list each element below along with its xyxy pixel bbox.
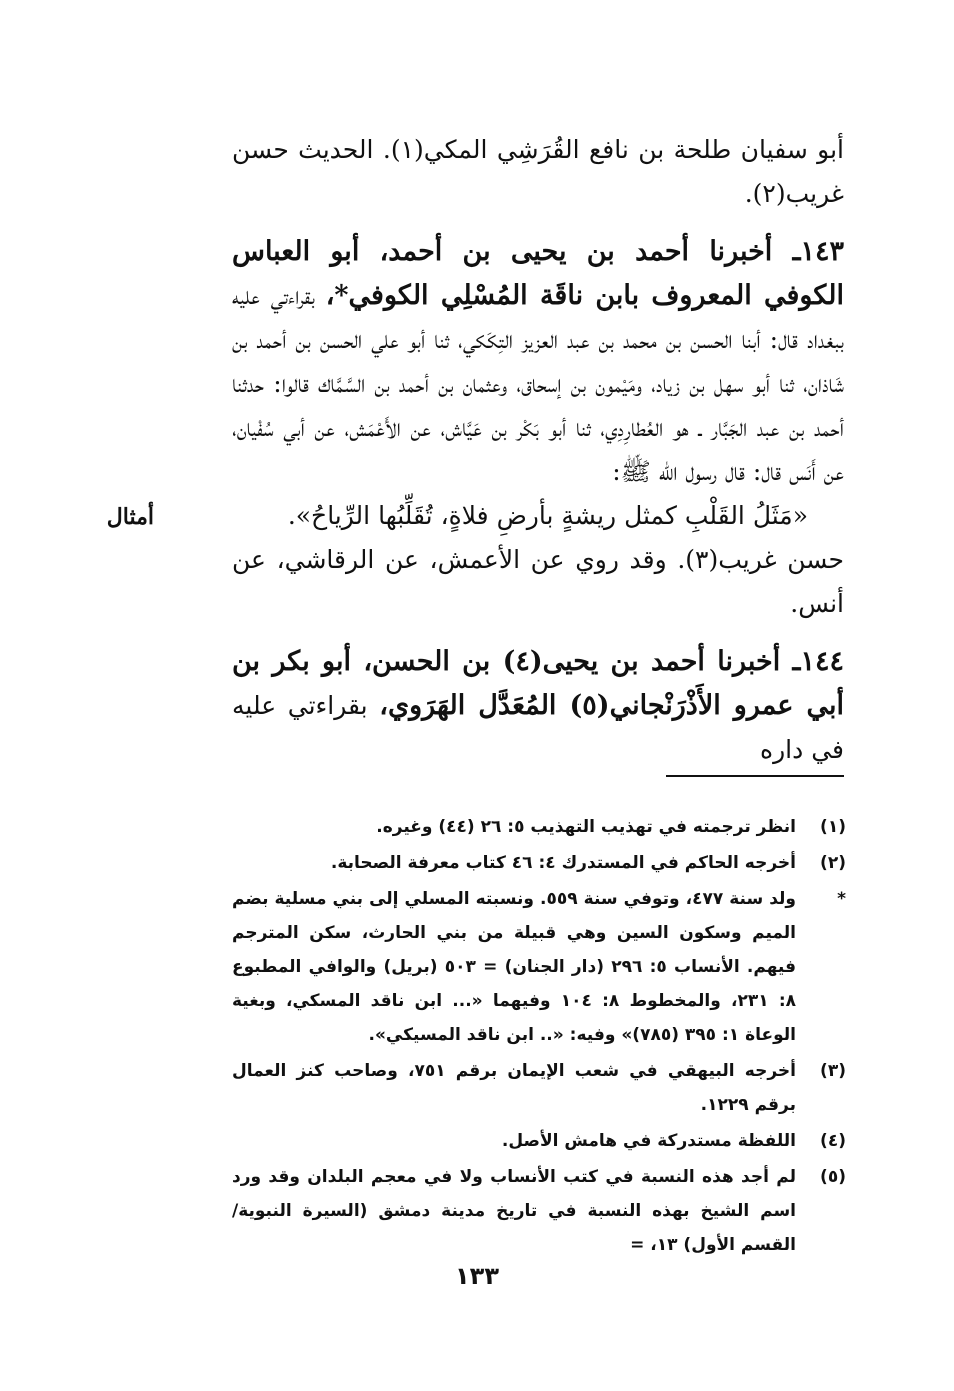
footnote-divider	[666, 775, 844, 777]
footnote-text: أخرجه البيهقي في شعب الإيمان برقم ٧٥١، وصاحب كنز العمال برقم ١٢٢٩.	[232, 1061, 796, 1115]
footnote-text: لم أجد هذه النسبة في كتب الأنساب ولا في معجم البلدان وقد ورد اسم الشيخ بهذه النسبة في تاريخ مدينة دمشق (السيرة النبوية/ القسم الأول) ١٣، =	[232, 1167, 796, 1255]
footnote-number: (٢)	[820, 853, 846, 873]
isnad-text-144: بقراءتي عليه في داره	[232, 691, 844, 764]
paragraph-hadith-143	[232, 230, 844, 494]
footnote-item	[232, 1124, 852, 1158]
page-number: ١٣٣	[455, 1262, 499, 1290]
footnote-item	[232, 810, 852, 844]
grading-note: حسن غريب(٣). وقد روي عن الأعمش، عن الرقاشي، عن أنس.	[232, 545, 844, 618]
footnote-item	[232, 1054, 852, 1122]
footnote-text: أخرجه الحاكم في المستدرك ٤: ٤٦ كتاب معرفة الصحابة.	[330, 853, 796, 873]
narrator-chain-heading-143: ١٤٣ـ أخبرنا أحمد بن يحيى بن أحمد، أبو العباس الكوفي المعروف بابن ناقَة المُسْلِي الكوفي*،	[232, 236, 844, 311]
footnote-text: اللفظة مستدركة في هامش الأصل.	[501, 1131, 796, 1151]
main-text	[232, 128, 844, 772]
margin-note: أمثال	[106, 504, 154, 530]
footnote-number: (١)	[820, 817, 846, 837]
paragraph-hadith-144	[232, 640, 844, 772]
footnote-item	[232, 1160, 852, 1262]
footnote-number: *	[837, 889, 846, 909]
footnote-number: (٣)	[820, 1061, 846, 1081]
footnote-item	[232, 846, 852, 880]
footnote-number: (٥)	[820, 1167, 846, 1187]
narrator-chain-heading-144: ١٤٤ـ أخبرنا أحمد بن يحيى(٤) بن الحسن، أبو بكر بن أبي عمرو الأَذْرَنْجاني(٥) المُعَدَّل الهَرَوي،	[232, 646, 845, 721]
isnad-text-143: بقراءتي عليه ببغداد قال: أبنا الحسن بن محمد بن عبد العزيز التِكَكي، ثنا أبو علي الحسن بن أحمد بن شَاذان، ثنا أبو سهل بن زياد، ومَيْمون بن إسحاق، وعثمان بن أحمد بن السَّمَّاك قالوا: حدثنا أحمد بن عبد الجَبَّار ـ هو العُطارِدِي، ثنا أبو بَكْر بن عَيَّاش، عن الأَعْمَش، عن أبي سُفْيان، عن أَنَس قال: قال رسول الله ﷺ:	[232, 281, 844, 486]
footnote-text: ولد سنة ٤٧٧، وتوفي سنة ٥٥٩. ونسبته المسلي إلى بني مسلية بضم الميم وسكون السين وهي قبيلة من بني الحارث، سكن المترجم فيهم. الأنساب ٥: ٢٩٦ (دار الجنان) = ٥٠٣ (بريل) والوافي المطبوع ٨: ٢٣١، والمخطوط ٨: ١٠٤ وفيهما «... ابن ناقد المسكي، وبغية الوعاة ١: ٣٩٥ (٧٨٥)» وفيه: «.. ابن ناقد المسيكي».	[232, 889, 797, 1045]
footnote-item	[232, 882, 852, 1052]
hadith-text: «مَثَلُ القَلْبِ كمثل ريشةٍ بأرضِ فلاةٍ، تُقَلِّبُها الرِّياحُ».	[287, 501, 808, 530]
footnotes	[232, 810, 852, 1264]
footnote-text: انظر ترجمته في تهذيب التهذيب ٥: ٢٦ (٤٤) وغيره.	[376, 817, 796, 837]
paragraph-continuation: أبو سفيان طلحة بن نافع القُرَشِي المكي(١). الحديث حسن غريب(٢).	[232, 135, 844, 208]
footnote-number: (٤)	[820, 1131, 846, 1151]
